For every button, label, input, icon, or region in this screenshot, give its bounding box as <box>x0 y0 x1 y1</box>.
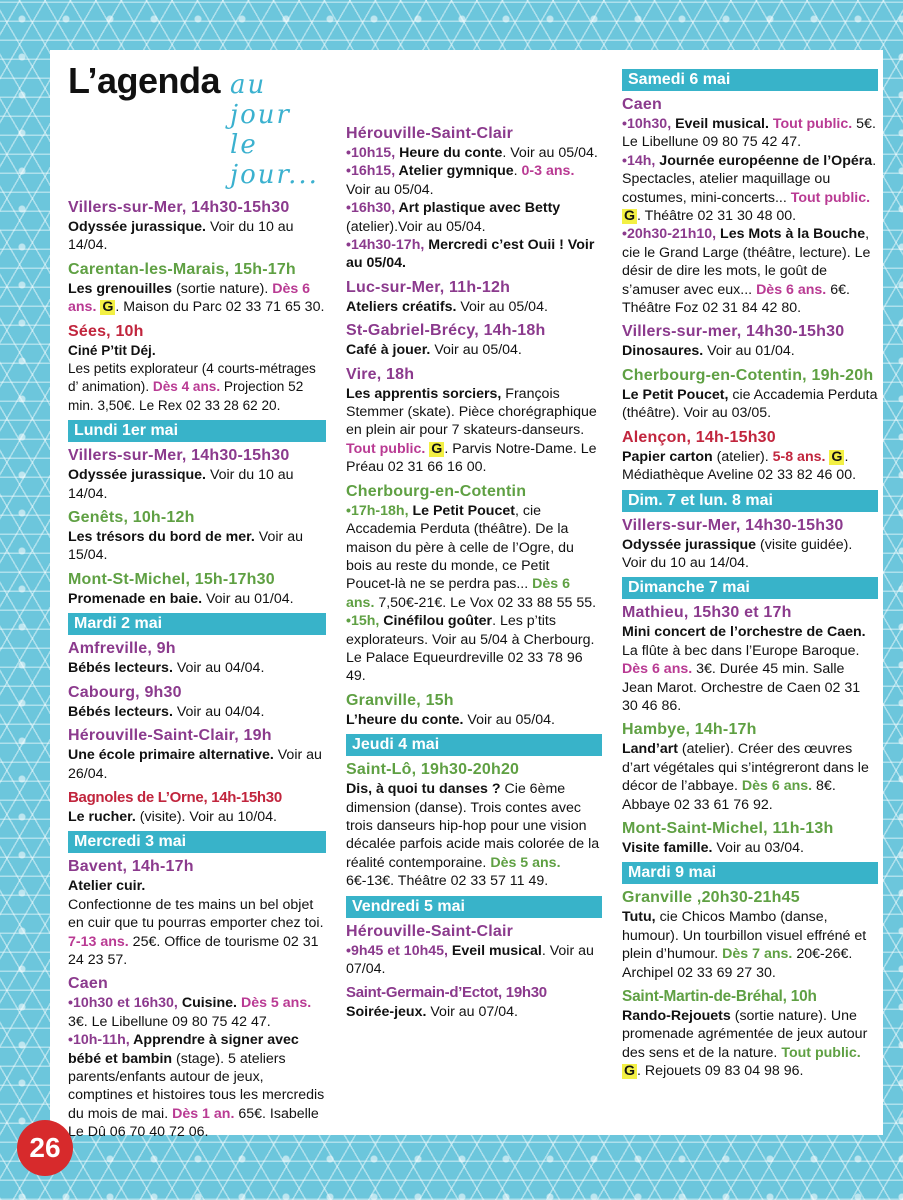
event-title: Odyssée jurassique. <box>68 219 207 235</box>
event <box>68 570 326 608</box>
event-text: Projection 52 min. 3,50€. Le Rex 02 33 28 62 20. <box>68 379 304 413</box>
agenda-sheet <box>50 50 883 1141</box>
audience: Dès 6 ans. <box>741 778 813 795</box>
page-title: L’agenda <box>68 60 221 101</box>
event-text: Voir du 10 au 14/04. <box>68 467 294 502</box>
event-place: Sées, 10h <box>68 322 144 340</box>
event <box>346 278 602 316</box>
event-text: . Spectacles, atelier maquillage ou costumes, mini-concerts... <box>622 152 877 206</box>
event-title: Odyssée jurassique <box>622 536 757 553</box>
column-1 <box>68 60 326 1147</box>
event-text: 8€. Abbaye 02 33 61 76 92. <box>622 778 836 813</box>
event-text: La flûte à bec dans l’Europe Baroque. <box>622 642 860 659</box>
event-place: Saint-Lô, 19h30-20h20 <box>346 761 520 779</box>
event <box>622 322 878 360</box>
event-text: 3€. Durée 45 min. Salle Jean Marot. Orchestre de Caen 02 31 30 46 86. <box>622 661 861 714</box>
session-time: •14h, <box>622 152 656 169</box>
event-place: Mont-Saint-Michel, 11h-13h <box>622 819 834 837</box>
event-text: Voir au 07/04. <box>426 1004 518 1021</box>
event-place: Genêts, 10h-12h <box>68 509 195 527</box>
event-place: St-Gabriel-Brécy, 14h-18h <box>346 322 546 340</box>
audience: Dès 6 ans. <box>346 576 570 611</box>
page-number: 26 <box>17 1120 73 1176</box>
event-place: Luc-sur-Mer, 11h-12h <box>346 278 511 296</box>
day-header: Jeudi 4 mai <box>346 734 602 756</box>
day-header: Mardi 2 mai <box>68 613 326 635</box>
event-title: Apprendre à signer avec bébé et bambin <box>68 1032 299 1067</box>
audience: Dès 4 ans. <box>152 379 221 395</box>
free-badge: G <box>102 299 114 316</box>
event <box>622 516 878 573</box>
audience: 7-13 ans. <box>68 933 129 950</box>
event-title: Promenade en baie. <box>68 590 203 607</box>
event-text: Les petits explorateur (4 courts-métrages d’ animation). <box>68 361 316 395</box>
event-text: Voir au 01/04. <box>202 590 294 607</box>
event <box>622 819 878 857</box>
event-title: Eveil musical <box>447 942 542 959</box>
event-title: Dinosaures. <box>622 343 704 360</box>
event-text: Voir au 05/04. <box>463 711 555 728</box>
event-text: (sortie nature). <box>172 280 273 297</box>
event-text: 65€. Isabelle Le Dû 06 70 40 72 06. <box>68 1105 319 1141</box>
event-place: Hambye, 14h-17h <box>622 721 757 739</box>
day-header: Dimanche 7 mai <box>622 577 878 599</box>
event-text: . Maison du Parc 02 33 71 65 30. <box>115 299 325 316</box>
day-header: Lundi 1er mai <box>68 420 326 442</box>
column-2 <box>346 120 602 1027</box>
free-badge: G <box>624 208 636 225</box>
session-time: •10h30, <box>622 116 672 132</box>
audience: 5-8 ans. <box>772 448 826 465</box>
event-place: Alençon, 14h-15h30 <box>622 428 776 446</box>
event-place: Carentan-les-Marais, 15h-17h <box>68 260 296 278</box>
event-text: . Parvis Notre-Dame. Le Préau 02 31 66 16 00. <box>346 440 597 476</box>
session-time: •16h15, <box>346 163 396 180</box>
page-header <box>68 60 326 190</box>
session-time: •9h45 et 10h45, <box>346 942 448 959</box>
event-text: (atelier). Créer des œuvres d’art végétales qui s’intégreront dans le décor de l’abbaye. <box>622 741 869 795</box>
event-place: Granville, 15h <box>346 691 454 709</box>
event <box>346 691 602 729</box>
event-text: Voir au 01/04. <box>703 343 795 360</box>
day-header: Mercredi 3 mai <box>68 831 326 853</box>
event-text: 3€. Le Libellune 09 80 75 42 47. <box>68 1013 271 1030</box>
event-title: Le Petit Poucet <box>408 502 515 519</box>
event-text: Voir au 03/04. <box>712 839 804 856</box>
event-text: . Voir au 07/04. <box>346 942 594 977</box>
event-text: 5€. Le Libellune 09 80 75 42 47. <box>622 116 876 151</box>
event-title: Ateliers créatifs. <box>346 298 457 315</box>
audience: Dès 6 ans. <box>68 280 311 316</box>
event <box>346 365 602 477</box>
event-title: Bébés lecteurs. <box>68 660 173 677</box>
event-text: (atelier). <box>712 448 773 465</box>
event <box>346 482 602 686</box>
event-title: L’heure du conte. <box>346 711 464 728</box>
event-place: Cherbourg-en-Cotentin <box>346 482 527 500</box>
event <box>68 198 326 255</box>
event-text: (atelier).Voir au 05/04. <box>346 218 486 235</box>
day-header: Dim. 7 et lun. 8 mai <box>622 490 878 512</box>
event-title: Soirée-jeux. <box>346 1004 427 1021</box>
event-place: Villers-sur-Mer, 14h30-15h30 <box>68 447 290 465</box>
event-text: Voir au 05/04. <box>456 298 548 315</box>
event-title: Cinéfilou goûter <box>379 613 493 630</box>
event-title: Les Mots à la Bouche <box>716 226 866 243</box>
free-badge: G <box>624 1063 636 1080</box>
event-text: 6€-13€. Théâtre 02 33 57 11 49. <box>346 873 549 890</box>
event-text: Voir au 15/04. <box>68 529 303 564</box>
session-time: •15h, <box>346 613 380 630</box>
event-place: Mont-St-Michel, 15h-17h30 <box>68 570 275 588</box>
audience: Tout public. <box>790 189 871 206</box>
event-text: (visite guidée). Voir du 10 au 14/04. <box>622 536 853 571</box>
event-title: Dis, à quoi tu danses ? <box>346 781 501 798</box>
event <box>346 983 602 1021</box>
event-place: Saint-Germain-d’Ectot, 19h30 <box>346 984 547 1002</box>
event-title: Papier carton <box>622 448 713 465</box>
event-text: , cie le Grand Large (théâtre, lecture). Le désir de dire les mots, le goût de s’amuser avec eux... <box>622 226 871 298</box>
audience: Dès 6 ans. <box>622 661 693 678</box>
audience: 0-3 ans. <box>521 163 575 180</box>
event-text: cie Accademia Perduta (théâtre). Voir au 03/05. <box>622 386 878 422</box>
event-place: Vire, 18h <box>346 365 415 383</box>
event-title: Café à jouer. <box>346 342 431 359</box>
event <box>68 857 326 969</box>
session-time: •20h30-21h10, <box>622 226 717 243</box>
event-place: Bagnoles de L’Orne, 14h-15h30 <box>68 788 282 806</box>
event-title: Mercredi c’est Ouii ! Voir au 05/04. <box>346 237 595 272</box>
event <box>68 683 326 721</box>
session-time: •16h30, <box>346 200 396 217</box>
event-title: Rando-Rejouets <box>622 1008 731 1024</box>
event <box>68 726 326 783</box>
event-text: Voir au 04/04. <box>172 660 265 677</box>
event-title: Visite famille. <box>622 839 713 856</box>
event-text: . <box>513 163 522 180</box>
session-time: •10h30 et 16h30, <box>68 995 178 1012</box>
event-text: Voir au 05/04. <box>430 342 522 359</box>
event <box>622 95 878 317</box>
event-text: , cie Accademia Perduta (théâtre). De la maison du père à celle de l’Ogre, du bois au reste du monde, ce Petit Poucet-là ne se perdra pas... <box>346 502 574 593</box>
event-title: Les trésors du bord de mer. <box>68 529 255 546</box>
column-3 <box>622 65 878 1086</box>
event-title: Le rucher. <box>68 808 136 825</box>
event-text: Cie 6ème dimension (danse). Trois contes avec trois danseurs hip-hop pour une vision décalée parfois acide mais colorée de la réalité contemporaine. <box>346 781 600 871</box>
session-time: •10h-11h, <box>68 1032 130 1049</box>
event-place: Cabourg, 9h30 <box>68 683 182 701</box>
event-title: Art plastique avec Betty <box>395 200 561 217</box>
event-text: . Théâtre 02 31 30 48 00. <box>637 208 797 225</box>
event-text: cie Chicos Mambo (danse, humour). Un tourbillon visuel effréné et plein d’humour. <box>622 909 867 963</box>
event-text: 25€. Office de tourisme 02 31 24 23 57. <box>68 933 319 968</box>
event <box>68 639 326 677</box>
event <box>68 974 326 1141</box>
event-text: Voir au 04/04. <box>172 703 265 720</box>
session-time: •14h30-17h, <box>346 237 425 254</box>
event-place: Saint-Martin-de-Bréhal, 10h <box>622 988 817 1005</box>
event-place: Bavent, 14h-17h <box>68 858 194 876</box>
audience: Dès 1 an. <box>172 1105 235 1122</box>
event-title: Journée européenne de l’Opéra <box>655 152 873 169</box>
event-title: Ciné P’tit Déj. <box>68 342 156 358</box>
event-text: Voir du 10 au 14/04. <box>68 219 294 254</box>
event-place: Cherbourg-en-Cotentin, 19h-20h <box>622 366 874 384</box>
event <box>622 720 878 814</box>
audience: Tout public. <box>768 116 853 132</box>
audience: Tout public. <box>346 440 426 457</box>
event-title: Atelier gymnique <box>395 163 514 180</box>
event-title: Les apprentis sorciers, <box>346 385 502 402</box>
event-text: 6€. Théâtre Foz 02 31 84 42 80. <box>622 281 850 317</box>
event-text: 7,50€-21€. Le Vox 02 33 88 55 55. <box>374 594 597 611</box>
event-text: . Médiathèque Aveline 02 33 82 46 00. <box>622 448 857 484</box>
event-title: Heure du conte <box>395 145 503 161</box>
event-text: (visite). Voir au 10/04. <box>135 808 277 825</box>
event-place: Villers-sur-Mer, 14h30-15h30 <box>622 516 844 534</box>
event-text: (stage). 5 ateliers parents/enfants autour de jeux, comptines et histoires tous les mercredis du mois de mai. <box>68 1050 325 1122</box>
event-place: Amfreville, 9h <box>68 640 176 658</box>
event <box>68 260 326 317</box>
audience: Dès 5 ans. <box>237 995 312 1012</box>
event-title: Le Petit Poucet, <box>622 386 729 403</box>
event-title: Mini concert de l’orchestre de Caen. <box>622 624 866 641</box>
event-title: Eveil musical. <box>671 116 769 132</box>
audience: Dès 6 ans. <box>756 281 827 298</box>
event-text: Voir au 26/04. <box>68 747 322 782</box>
event-text: (sortie nature). Une promenade agrémentée de jeux autour des sens et de la nature. <box>622 1008 868 1061</box>
event-title: Atelier cuir. <box>68 878 146 895</box>
event-place: Mathieu, 15h30 et 17h <box>622 604 792 622</box>
event <box>68 508 326 565</box>
event <box>622 987 878 1081</box>
event-place: Hérouville-Saint-Clair, 19h <box>68 727 272 745</box>
event-text: . Les p’tits explorateurs. Voir au 5/04 à Cherbourg. Le Palace Equeurdreville 02 33 78 96 49. <box>346 613 595 685</box>
event-place: Hérouville-Saint-Clair <box>346 922 514 940</box>
event-title: Une école primaire alternative. <box>68 747 274 764</box>
event <box>622 888 878 982</box>
event-title: Cuisine. <box>177 995 238 1012</box>
event-text: Voir au 05/04. <box>346 181 434 198</box>
day-header: Mardi 9 mai <box>622 862 878 884</box>
event-title: Bébés lecteurs. <box>68 703 173 720</box>
event-title: Odyssée jurassique. <box>68 467 207 484</box>
free-badge: G <box>831 448 843 465</box>
event-text: Confectionne de tes mains un bel objet en cuir que tu pourras emporter chez toi. <box>68 896 324 932</box>
event-place: Hérouville-Saint-Clair <box>346 125 514 142</box>
session-time: •10h15, <box>346 145 396 161</box>
event-text: François Stemmer (skate). Pièce chorégraphique en plein air pour 7 skateurs-danseurs. <box>346 385 597 439</box>
event <box>68 788 326 826</box>
audience: Tout public. <box>781 1044 861 1061</box>
event-text: 20€-26€. Archipel 02 33 69 27 30. <box>622 946 853 981</box>
audience: Dès 7 ans. <box>722 946 793 963</box>
day-header: Vendredi 5 mai <box>346 896 602 918</box>
event-title: Land’art <box>622 741 678 758</box>
event-title: Tutu, <box>622 909 656 926</box>
event <box>622 603 878 715</box>
session-time: •17h-18h, <box>346 502 409 519</box>
page-subtitle: au jour le jour... <box>230 70 319 190</box>
event <box>68 322 326 416</box>
event-title: Les grenouilles <box>68 280 173 297</box>
event <box>346 760 602 890</box>
event-place: Villers-sur-mer, 14h30-15h30 <box>622 323 845 341</box>
audience: Dès 5 ans. <box>490 854 561 871</box>
event-place: Granville ,20h30-21h45 <box>622 889 800 907</box>
event <box>68 446 326 503</box>
event-place: Caen <box>68 975 108 993</box>
event-place: Caen <box>622 96 662 113</box>
event <box>622 428 878 485</box>
day-header: Samedi 6 mai <box>622 69 878 91</box>
event-text: . Voir au 05/04. <box>502 145 598 161</box>
event <box>346 124 602 273</box>
event-text: . Rejouets 09 83 04 98 96. <box>637 1063 804 1080</box>
event <box>622 366 878 423</box>
event <box>346 922 602 979</box>
event <box>346 321 602 359</box>
event-place: Villers-sur-Mer, 14h30-15h30 <box>68 199 290 216</box>
free-badge: G <box>431 440 443 457</box>
